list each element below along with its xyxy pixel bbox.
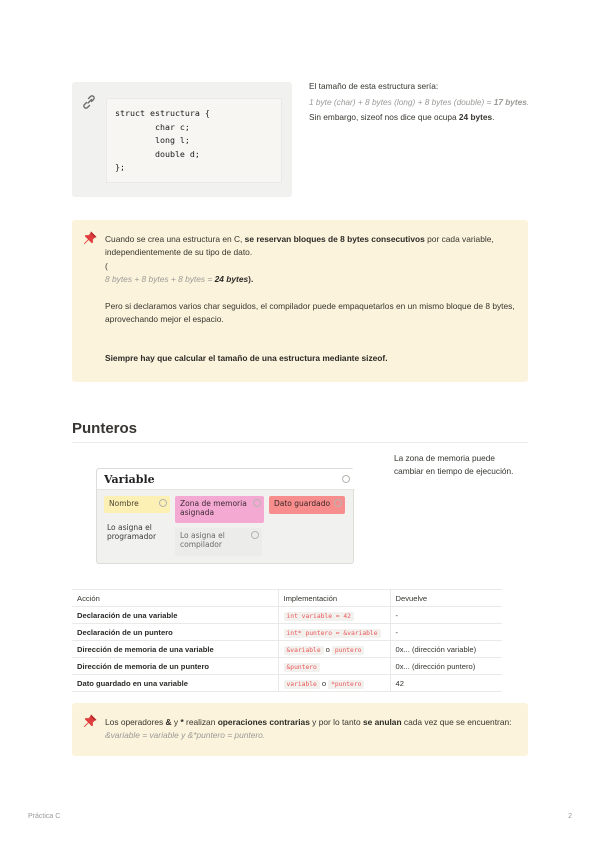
diagram-header (97, 469, 355, 490)
inline-code: *puntero (328, 680, 364, 689)
table-cell-impl (278, 658, 390, 675)
table-row (72, 675, 502, 692)
heading-divider (72, 442, 528, 443)
inline-code: &variable (284, 646, 324, 655)
conjunction: o (321, 678, 327, 688)
table-row (72, 658, 502, 675)
callout-text-suffix: por cada variable, independientemente de su tipo de dato. (105, 234, 494, 258)
code-block (106, 98, 282, 183)
code-line: }; (115, 162, 125, 172)
size-note (309, 80, 531, 127)
code-line: struct estructura { (115, 108, 210, 118)
table-header-row (72, 590, 502, 607)
table-cell-impl (278, 624, 390, 641)
callout-formula-prefix: 8 bytes + 8 bytes + 8 bytes = (105, 274, 215, 285)
op-text-mid4: cada vez que se encuentran: (401, 717, 512, 727)
table-row (72, 641, 502, 658)
table-cell-impl (278, 675, 390, 692)
code-line: long l; (115, 135, 190, 145)
note-zona (175, 496, 264, 523)
table-cell-accion: Dato guardado en una variable (72, 675, 278, 692)
code-line: double d; (115, 148, 200, 159)
size-intro: El tamaño de esta estructura sería: (309, 81, 439, 91)
table-cell-impl (278, 641, 390, 658)
diagram-title: Variable (104, 473, 155, 486)
callout-paragraph-1 (105, 233, 515, 260)
inline-code: puntero (332, 646, 365, 655)
table-cell-accion: Dirección de memoria de una variable (72, 641, 278, 658)
table-cell-devuelve: - (390, 607, 502, 624)
size-formula-prefix: 1 byte (char) + 8 bytes (long) + 8 bytes (double) = (309, 96, 494, 107)
table-row (72, 607, 502, 624)
inline-code: &puntero (284, 663, 320, 672)
circle-icon (253, 499, 261, 507)
table-row (72, 624, 502, 641)
circle-icon (334, 499, 342, 507)
size-formula-suffix: . (526, 96, 530, 107)
table-cell-devuelve: 0x... (dirección variable) (390, 641, 502, 658)
link-icon (81, 94, 97, 110)
section-heading: Punteros (72, 420, 138, 437)
table-header-implementacion: Implementación (278, 590, 390, 607)
op-text-mid3: y por lo tanto (309, 717, 363, 727)
variable-diagram (96, 468, 354, 564)
code-callout (72, 82, 292, 197)
pushpin-icon (82, 230, 98, 246)
callout-bold-statement-text: Siempre hay que calcular el tamaño de una estructura mediante sizeof. (105, 353, 388, 364)
callout-formula (105, 273, 515, 286)
callout-paragraph-2: Pero si declaramos varios char seguidos, el compilador puede empaquetarlos en un mismo bloque de 8 bytes, aprovechando mejor el espacio. (105, 300, 515, 325)
table-header-devuelve: Devuelve (390, 590, 502, 607)
op-italic-example: &variable = variable y &*puntero = puntero. (105, 730, 266, 741)
inline-code: variable (284, 680, 320, 689)
paren-open: ( (105, 260, 108, 271)
op-text-prefix: Los operadores (105, 717, 166, 727)
table-cell-accion: Declaración de un puntero (72, 624, 278, 641)
note-dato (269, 496, 345, 514)
table-cell-accion: Declaración de una variable (72, 607, 278, 624)
sizeof-suffix: . (492, 112, 495, 122)
footer-title: Práctica C (28, 813, 61, 820)
op-bold-1: operaciones contrarias (217, 717, 310, 727)
circle-icon (251, 531, 259, 539)
callout-formula-bold: 24 bytes (214, 274, 249, 285)
sizeof-value: 24 bytes (458, 112, 493, 122)
note-compilador-text: Lo asigna el compilador (180, 531, 225, 549)
size-formula (309, 96, 531, 109)
conjunction: o (325, 644, 330, 654)
note-programador (102, 520, 170, 548)
table-cell-devuelve: 42 (390, 675, 502, 692)
struct-callout-text (105, 233, 515, 366)
table-cell-devuelve: 0x... (dirección puntero) (390, 658, 502, 675)
callout-formula-suffix: ). (248, 274, 254, 285)
callout-text-prefix: Cuando se crea una estructura en C, (105, 234, 245, 244)
callout-bold-text: se reservan bloques de 8 bytes consecutivos (244, 234, 425, 244)
code-line: char c; (115, 121, 190, 132)
struct-callout (72, 220, 528, 382)
op-bold-2: se anulan (362, 717, 402, 727)
op-text-mid2: realizan (183, 717, 218, 727)
circle-icon (342, 475, 350, 483)
op-ampersand: & (165, 717, 172, 727)
circle-icon (159, 499, 167, 507)
table-header-accion: Acción (72, 590, 278, 607)
sizeof-note (309, 111, 531, 124)
size-formula-result: 17 bytes (493, 96, 527, 107)
pushpin-icon (82, 713, 98, 729)
inline-code: int* puntero = &variable (284, 629, 381, 638)
note-nombre-text: Nombre (109, 499, 139, 508)
diagram-note: La zona de memoria puede cambiar en tiempo de ejecución. (394, 453, 514, 476)
operators-callout (72, 703, 528, 756)
note-dato-text: Dato guardado (274, 499, 331, 508)
inline-code: int variable = 42 (284, 612, 354, 621)
table-cell-devuelve: - (390, 624, 502, 641)
callout-bold-statement (105, 352, 515, 365)
op-text-mid1: y (171, 717, 181, 727)
note-compilador (175, 528, 262, 556)
note-zona-text: Zona de memoria asignada (180, 499, 247, 517)
table-cell-accion: Dirección de memoria de un puntero (72, 658, 278, 675)
operators-callout-text (105, 716, 515, 743)
note-nombre (104, 496, 170, 513)
pointer-table (72, 589, 502, 692)
sizeof-prefix: Sin embargo, sizeof nos dice que ocupa (309, 112, 459, 122)
page-number: 2 (568, 813, 572, 820)
note-programador-text: Lo asigna el programador (107, 523, 157, 541)
op-asterisk: * (180, 717, 184, 727)
table-cell-impl (278, 607, 390, 624)
